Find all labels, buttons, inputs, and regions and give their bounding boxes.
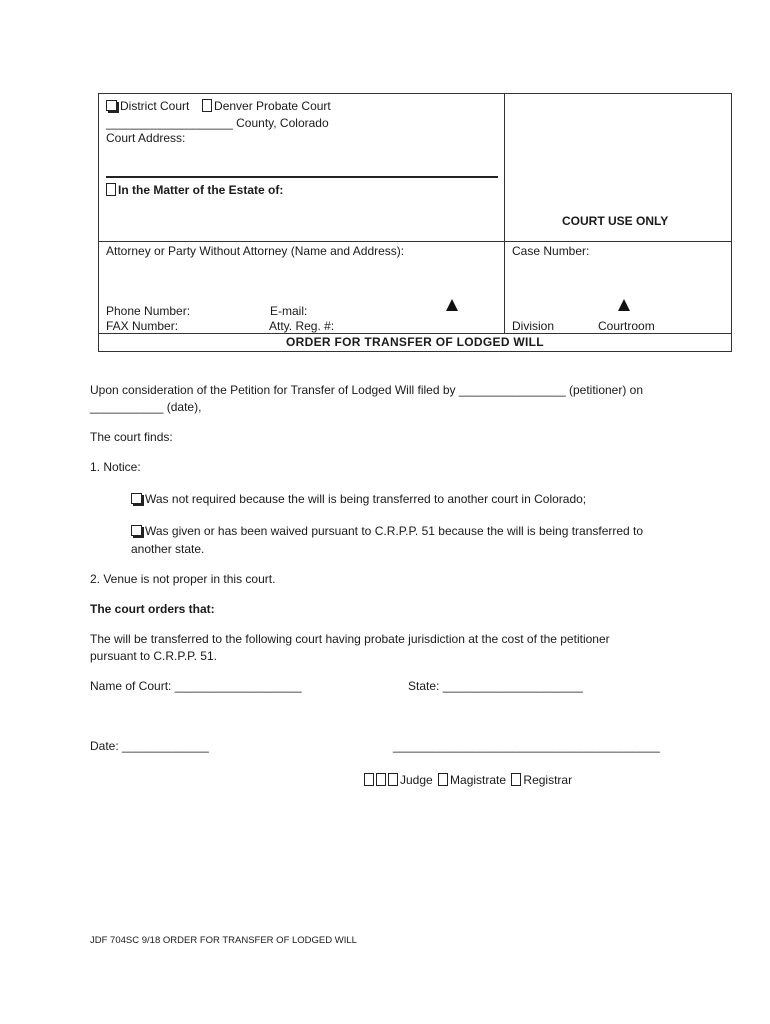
- name-of-court-field[interactable]: Name of Court: ___________________: [90, 679, 302, 693]
- transfer-line-2: pursuant to C.R.P.P. 51.: [90, 649, 217, 663]
- division-label: Division: [512, 319, 555, 333]
- venue-text: 2. Venue is not proper in this court.: [90, 572, 276, 586]
- signature-line[interactable]: ________________________________________: [393, 739, 660, 753]
- intro-line-2: ___________ (date),: [90, 400, 202, 414]
- matter-row: [106, 183, 283, 197]
- district-court-label: District Court: [120, 99, 190, 113]
- orders-heading: The court orders that:: [90, 602, 215, 616]
- email-label: E-mail:: [270, 304, 308, 318]
- date-field[interactable]: Date: _____________: [90, 739, 209, 753]
- notice-heading: 1. Notice:: [90, 460, 141, 474]
- judge-label: Judge: [400, 773, 433, 787]
- caption-divider-vertical: [504, 93, 505, 334]
- courtroom-label: Courtroom: [598, 319, 655, 333]
- notice-not-required-checkbox[interactable]: [131, 493, 142, 504]
- court-use-only: COURT USE ONLY: [562, 214, 669, 228]
- magistrate-label: Magistrate: [450, 773, 507, 787]
- notice-option-1: [131, 492, 586, 506]
- box-icon: [376, 773, 386, 786]
- box-icon: [364, 773, 374, 786]
- judge-checkbox[interactable]: [388, 773, 398, 786]
- denver-probate-checkbox[interactable]: [202, 99, 212, 112]
- county-line: ___________________ County, Colorado: [106, 116, 329, 130]
- magistrate-checkbox[interactable]: [438, 773, 448, 786]
- district-court-checkbox[interactable]: [106, 100, 117, 111]
- notice-given-checkbox[interactable]: [131, 525, 142, 536]
- notice-option-2-text: Was given or has been waived pursuant to C.R.P.P. 51 because the will is being transferred to: [145, 524, 644, 538]
- notice-option-1-text: Was not required because the will is being transferred to another court in Colorado;: [145, 492, 587, 506]
- signer-role-row: [364, 773, 572, 787]
- court-finds: The court finds:: [90, 430, 173, 444]
- attorney-label: Attorney or Party Without Attorney (Name and Address):: [106, 244, 405, 258]
- triangle-up-icon: [618, 299, 630, 311]
- triangle-up-icon: [446, 299, 458, 311]
- notice-option-2-cont: another state.: [131, 542, 205, 556]
- matter-label: In the Matter of the Estate of:: [118, 183, 284, 197]
- court-type-row: [106, 99, 331, 113]
- fax-label: FAX Number:: [106, 319, 179, 333]
- form-footer-id: JDF 704SC 9/18 ORDER FOR TRANSFER OF LODGED WILL: [90, 935, 357, 946]
- matter-rule: [106, 176, 498, 178]
- caption-divider-row2: [98, 333, 732, 334]
- court-address-label: Court Address:: [106, 131, 186, 145]
- registrar-label: Registrar: [523, 773, 573, 787]
- registrar-checkbox[interactable]: [511, 773, 521, 786]
- case-number-label: Case Number:: [512, 244, 590, 258]
- denver-probate-label: Denver Probate Court: [214, 99, 331, 113]
- matter-checkbox[interactable]: [106, 183, 116, 196]
- intro-line-1: Upon consideration of the Petition for Transfer of Lodged Will filed by ________________ (petitioner) on: [90, 383, 644, 397]
- form-title: ORDER FOR TRANSFER OF LODGED WILL: [286, 335, 544, 349]
- notice-option-2: [131, 524, 643, 538]
- phone-label: Phone Number:: [106, 304, 191, 318]
- state-field[interactable]: State: _____________________: [408, 679, 583, 693]
- atty-reg-label: Atty. Reg. #:: [269, 319, 335, 333]
- transfer-line-1: The will be transferred to the following court having probate jurisdiction at the cost of the petitioner: [90, 632, 610, 646]
- caption-divider-row1: [98, 241, 732, 242]
